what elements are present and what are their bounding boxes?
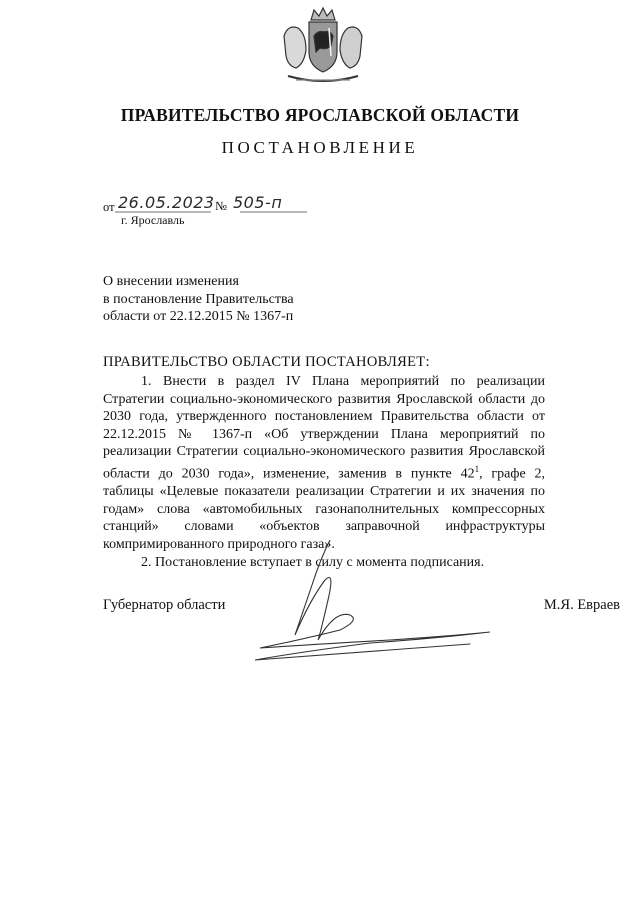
decree-paragraph-1: 1. Внести в раздел IV Плана мероприятий по реализации Стратегии социально-экономического развития Ярославской области до 2030 года, утвержденного постановлением Правительства области от 22.12.2015 № 1367-п «Об утверждении Плана мероприятий по реализации Стратегии социально-экономического развития Ярославской области до 2030 года», изменение, заменив в пункте $42^1$, графе 2, таблицы «Целевые показатели реализации Стратегии и их значения по годам» слова «автомобильных газонаполнительных компрессорных станций» словами «объектов заправочной инфраструктуры компримированного природного газа». xyxy=(103,374,545,552)
decree-heading: ПРАВИТЕЛЬСТВО ОБЛАСТИ ПОСТАНОВЛЯЕТ: xyxy=(103,354,430,370)
number-prefix: № xyxy=(215,199,227,213)
document-subject xyxy=(103,273,294,326)
subject-line: в постановление Правительства xyxy=(103,291,294,307)
decree-paragraph-2: 2. Постановление вступает в силу с момента подписания. xyxy=(141,554,485,570)
subject-line: О внесении изменения xyxy=(103,274,239,289)
handwritten-signature xyxy=(240,540,500,665)
number-value: 505-п xyxy=(233,193,283,212)
signatory-name: М.Я. Евраев xyxy=(543,597,620,613)
date-value: 26.05.2023 xyxy=(118,193,215,212)
organization-title: ПРАВИТЕЛЬСТВО ЯРОСЛАВСКОЙ ОБЛАСТИ xyxy=(120,105,520,125)
coat-of-arms-emblem xyxy=(276,6,370,90)
date-prefix: от xyxy=(103,200,115,214)
signatory-title: Губернатор области xyxy=(103,597,226,613)
subject-line: области от 22.12.2015 № 1367-п xyxy=(103,309,294,324)
document-type: ПОСТАНОВЛЕНИЕ xyxy=(221,138,419,157)
city-name: г. Ярославль xyxy=(121,213,185,227)
